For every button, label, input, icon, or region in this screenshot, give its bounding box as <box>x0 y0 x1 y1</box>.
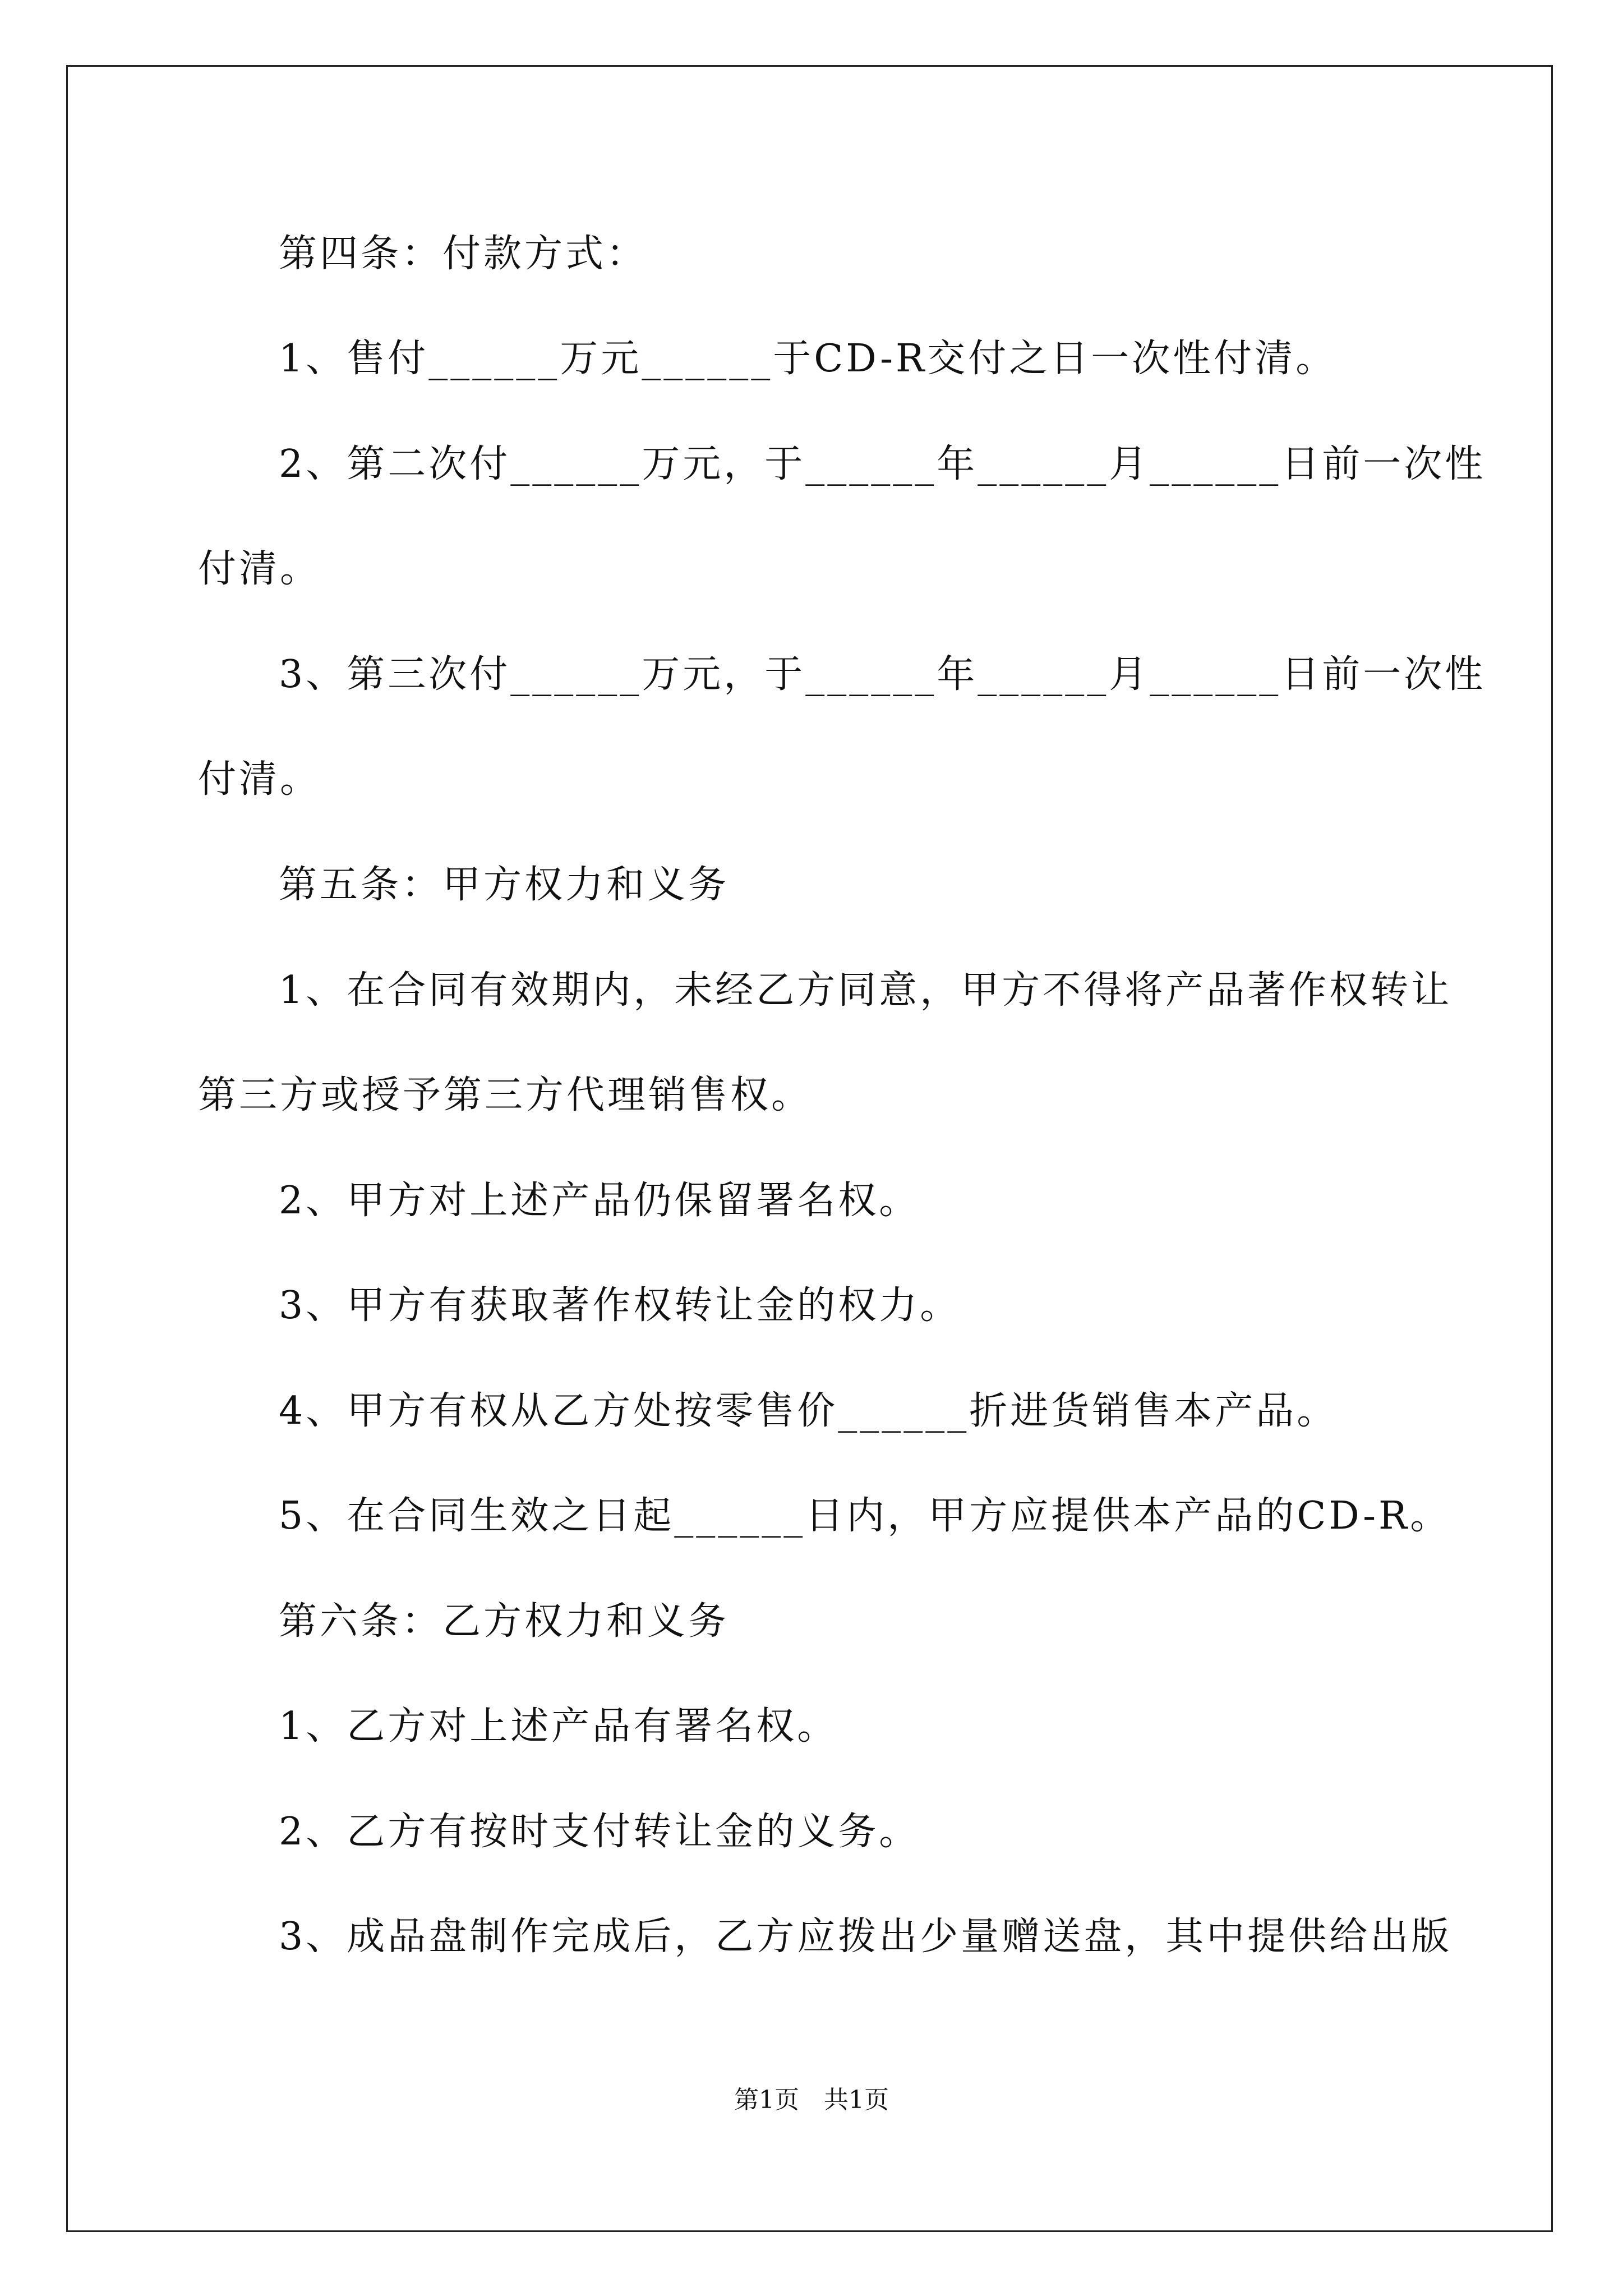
article-5-item-2: 2、甲方对上述产品仍保留署名权。 <box>279 1179 920 1223</box>
article-5-item-5: 5、在合同生效之日起______日内，甲方应提供本产品的CD-R。 <box>279 1494 1451 1538</box>
article-5-item-1: 1、在合同有效期内，未经乙方同意，甲方不得将产品著作权转让 <box>279 968 1453 1013</box>
article-4-item-1: 1、售付______万元______于CD-R交付之日一次性付清。 <box>279 337 1337 381</box>
article-5-item-4: 4、甲方有权从乙方处按零售价______折进货销售本产品。 <box>279 1389 1338 1433</box>
article-4-item-2-continued: 付清。 <box>198 547 321 591</box>
article-4-item-3-continued: 付清。 <box>198 757 321 802</box>
article-4-heading: 第四条：付款方式： <box>279 232 648 276</box>
article-4-item-3: 3、第三次付______万元，于______年______月______日前一次性 <box>279 652 1486 697</box>
article-6-heading: 第六条：乙方权力和义务 <box>279 1599 730 1644</box>
article-4-item-2: 2、第二次付______万元，于______年______月______日前一次性 <box>279 442 1486 486</box>
article-6-item-3: 3、成品盘制作完成后，乙方应拨出少量赠送盘，其中提供给出版 <box>279 1915 1453 1959</box>
article-6-item-1: 1、乙方对上述产品有署名权。 <box>279 1704 838 1749</box>
page-number-footer: 第1页 共1页 <box>734 2086 889 2114</box>
article-6-item-2: 2、乙方有按时支付转让金的义务。 <box>279 1810 920 1854</box>
article-5-heading: 第五条：甲方权力和义务 <box>279 863 730 907</box>
article-5-item-3: 3、甲方有获取著作权转让金的权力。 <box>279 1283 961 1328</box>
page-border <box>66 65 1553 2232</box>
article-5-item-1-continued: 第三方或授予第三方代理销售权。 <box>198 1073 813 1117</box>
